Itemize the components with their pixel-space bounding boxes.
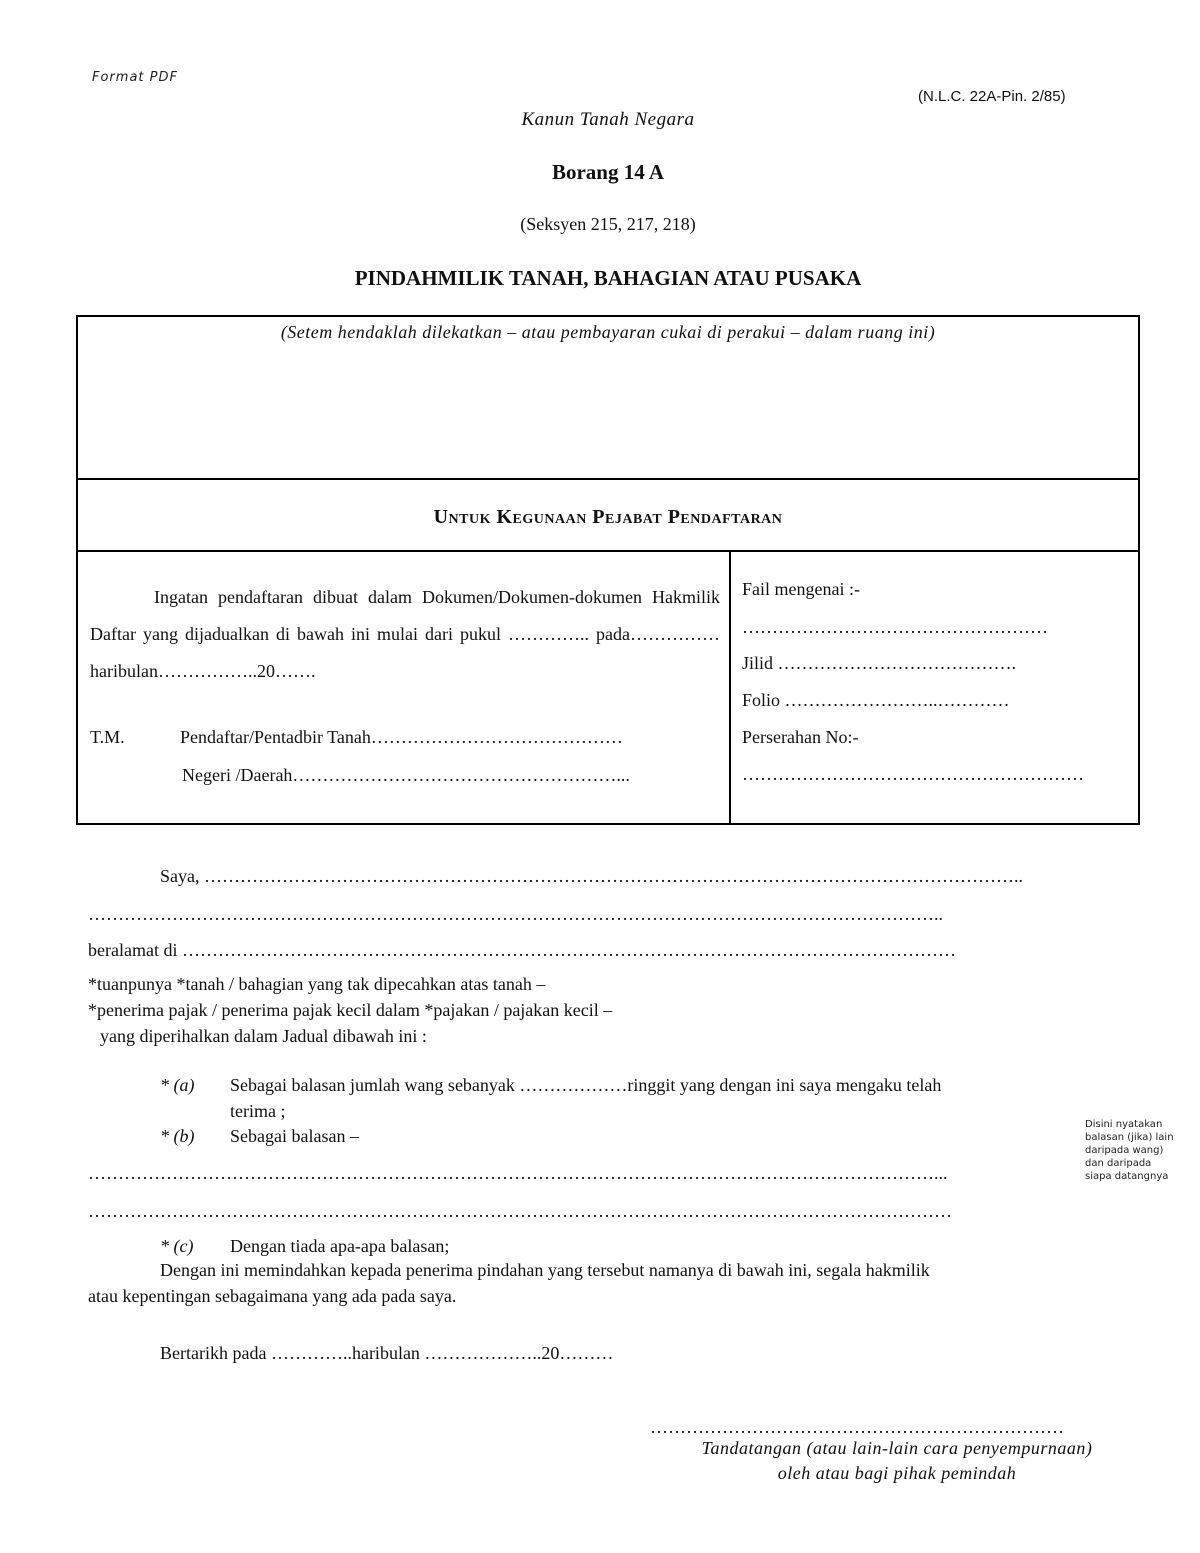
state-district-field[interactable]: Negeri /Daerah………………………………………………... <box>182 765 630 785</box>
format-label: Format PDF <box>92 70 178 85</box>
stamp-note: (Setem hendaklah dilekatkan – atau pembayaran cukai di perakui – dalam ruang ini) <box>280 322 936 342</box>
form-reference: (N.L.C. 22A-Pin. 2/85) <box>918 88 1066 105</box>
owner-line-1: *tuanpunya *tanah / bahagian yang tak dipecahkan atas tanah – <box>88 974 546 994</box>
presentation-label: Perserahan No:- <box>742 727 859 747</box>
tm-label: T.M. <box>90 727 125 747</box>
transfer-line-1: Dengan ini memindahkan kepada penerima pindahan yang tersebut namanya di bawah ini, segala hakmilik <box>160 1260 930 1280</box>
signature-caption-1: Tandatangan (atau lain-lain cara penyempurnaan) <box>701 1438 1093 1458</box>
option-b-text: Sebagai balasan – <box>230 1126 359 1146</box>
folio-field[interactable]: Folio ……………………..………… <box>742 690 1010 710</box>
divider-office <box>78 550 1138 552</box>
dated-field[interactable]: Bertarikh pada …………..haribulan ………………..20……… <box>160 1343 614 1363</box>
volume-field[interactable]: Jilid …………………………………. <box>742 653 1017 673</box>
address-field[interactable]: beralamat di ………………………………………………………………………………………………………………… <box>88 940 956 960</box>
official-box <box>76 315 1140 825</box>
divider-stamp <box>78 478 1138 480</box>
file-regarding-label: Fail mengenai :- <box>742 579 860 599</box>
sections-reference: (Seksyen 215, 217, 218) <box>520 214 696 234</box>
option-b-field-2[interactable]: ……………………………………………………………………………………………………………………………… <box>88 1201 952 1221</box>
file-regarding-field[interactable]: …………………………………………… <box>742 617 1048 637</box>
option-c-label: * (c) <box>160 1236 194 1256</box>
signature-field[interactable]: …………………………………………………………… <box>650 1417 1064 1437</box>
act-title: Kanun Tanah Negara <box>521 109 695 130</box>
owner-line-2: *penerima pajak / penerima pajak kecil dalam *pajakan / pajakan kecil – <box>88 1000 613 1020</box>
option-b-field-1[interactable]: ……………………………………………………………………………………………………………………………... <box>88 1163 948 1183</box>
transfer-line-2: atau kepentingan sebagaimana yang ada pada saya. <box>88 1286 457 1306</box>
registration-note <box>90 579 720 690</box>
registrar-field[interactable]: Pendaftar/Pentadbir Tanah…………………………………… <box>180 727 623 747</box>
side-note: Disini nyatakan balasan (jika) lain daripada wang) dan daripada siapa datangnya <box>1085 1119 1174 1182</box>
divider-columns <box>729 552 731 823</box>
presentation-field[interactable]: ………………………………………………… <box>742 764 1084 784</box>
signature-caption-2: oleh atau bagi pihak pemindah <box>777 1463 1017 1483</box>
option-c-text: Dengan tiada apa-apa balasan; <box>230 1236 450 1256</box>
option-a-text[interactable]: Sebagai balasan jumlah wang sebanyak ………………ringgit yang dengan ini saya mengaku telah <box>230 1075 942 1095</box>
transferor-name-field-2[interactable]: …………………………………………………………………………………………………………………………….. <box>88 904 943 924</box>
option-a-text-2: terima ; <box>230 1101 286 1121</box>
page-title: PINDAHMILIK TANAH, BAHAGIAN ATAU PUSAKA <box>354 266 862 290</box>
option-a-label: * (a) <box>160 1075 195 1095</box>
option-b-label: * (b) <box>160 1126 195 1146</box>
transferor-name-field[interactable]: Saya, ……………………………………………………………………………………………………………………….. <box>160 866 1023 886</box>
form-number: Borang 14 A <box>551 160 664 184</box>
registration-text: Ingatan pendaftaran dibuat dalam Dokumen/Dokumen-dokumen Hakmilik Daftar yang dijadualkan di bawah ini mulai dari pukul ………….. pada…………… haribulan……………..20……. <box>90 587 720 681</box>
owner-line-3: yang diperihalkan dalam Jadual dibawah ini : <box>100 1026 427 1046</box>
office-use-title: Untuk Kegunaan Pejabat Pendaftaran <box>433 506 783 528</box>
